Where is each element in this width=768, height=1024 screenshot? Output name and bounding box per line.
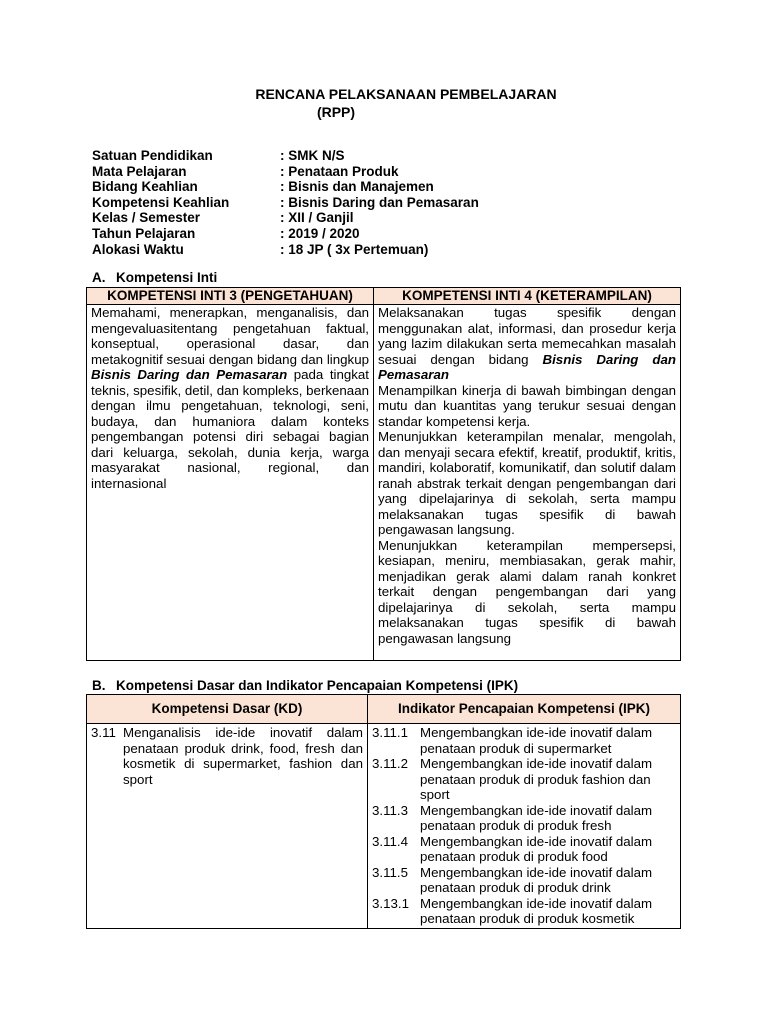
ki4-emphasis: Bisnis Daring dan Pemasaran <box>378 351 676 382</box>
identity-value: : 2019 / 2020 <box>280 225 360 241</box>
identity-value: : Bisnis Daring dan Pemasaran <box>280 194 479 210</box>
ki4-text-part: Melaksanakan tugas spesifik dengan menggunakan alat, informasi, dan prosedur kerja yang lazim dilakukan serta memecahkan masalah sesuai dengan bidang <box>378 305 676 367</box>
ki3-text <box>91 305 369 491</box>
ipk-header: Indikator Pencapaian Kompetensi (IPK) <box>368 695 681 724</box>
identity-label: Kelas / Semester <box>92 210 201 226</box>
identity-value: : XII / Ganjil <box>280 210 354 226</box>
identity-label: Bidang Keahlian <box>92 179 198 195</box>
ki3-cell <box>87 305 374 661</box>
document-title: RENCANA PELAKSANAAN PEMBELAJARAN <box>255 86 557 102</box>
ipk-code: 3.13.1 <box>372 895 409 911</box>
ipk-cell <box>368 724 681 929</box>
identity-table <box>92 148 479 257</box>
identity-row <box>92 210 479 226</box>
identity-label: Mata Pelajaran <box>92 163 187 179</box>
ipk-code: 3.11.4 <box>372 833 408 849</box>
ki4-cell <box>374 305 681 661</box>
identity-row <box>92 179 479 195</box>
identity-row <box>92 242 479 258</box>
identity-value: : SMK N/S <box>280 148 345 163</box>
document-subtitle: (RPP) <box>316 104 356 120</box>
identity-value: : Penataan Produk <box>280 163 399 179</box>
identity-row <box>92 195 479 211</box>
ki3-header: KOMPETENSI INTI 3 (PENGETAHUAN) <box>87 288 374 305</box>
ipk-text: Mengembangkan ide-ide inovatif dalam penataan produk di produk drink <box>420 864 653 895</box>
identity-label: Alokasi Waktu <box>92 241 184 257</box>
section-b-number: B. <box>92 678 106 693</box>
ipk-item <box>372 865 676 896</box>
ipk-text: Mengembangkan ide-ide inovatif dalam penataan produk di produk food <box>420 833 653 864</box>
ipk-text: Mengembangkan ide-ide inovatif dalam penataan produk di supermarket <box>420 725 653 756</box>
ki3-text-part: Memahami, menerapkan, menganalisis, dan mengevaluasitentang pengetahuan faktual, konseptual, operasional dasar, dan metakognitif sesuai dengan bidang dan lingkup <box>91 305 369 367</box>
ki4-paragraph: Menunjukkan keterampilan mempersepsi, kesiapan, meniru, membiasakan, gerak mahir, menjadikan gerak alami dalam ranah konkret terkait dengan pengembangan dari yang dipelajarinya di sekolah, serta mampu melaksanakan tugas spesifik di bawah pengawasan langsung <box>378 537 676 646</box>
kompetensi-inti-table <box>86 287 681 661</box>
ki4-paragraph <box>378 305 676 383</box>
identity-value: : 18 JP ( 3x Pertemuan) <box>280 241 429 257</box>
kompetensi-dasar-table <box>86 694 681 929</box>
ki3-emphasis: Bisnis Daring dan Pemasaran <box>91 367 288 382</box>
ipk-code: 3.11.1 <box>372 725 408 740</box>
ipk-text: Mengembangkan ide-ide inovatif dalam penataan produk di produk fashion dan sport <box>420 756 653 802</box>
ipk-item <box>372 834 676 865</box>
section-a-heading <box>92 270 217 285</box>
ki4-paragraph: Menunjukkan keterampilan menalar, mengolah, dan menyaji secara efektif, kreatif, produktif, kritis, mandiri, kolaboratif, komunikatif, dan solutif dalam ranah abstrak terkait dengan pengembangan dari yang dipelajarinya di sekolah, serta mampu melaksanakan tugas spesifik di bawah pengawasan langsung. <box>378 429 676 537</box>
ki4-header: KOMPETENSI INTI 4 (KETERAMPILAN) <box>374 288 681 305</box>
ipk-text: Mengembangkan ide-ide inovatif dalam penataan produk di produk fresh <box>420 802 653 833</box>
identity-label: Tahun Pelajaran <box>92 225 196 241</box>
ki3-text-part: pada tingkat teknis, spesifik, detil, dan kompleks, berkenaan dengan ilmu pengetahuan, teknologi, seni, budaya, dan humaniora dalam konteks pengembangan potensi diri sebagai bagian dari keluarga, sekolah, dunia kerja, warga masyarakat nasional, regional, dan internasional <box>91 367 369 491</box>
section-b-heading <box>92 678 518 693</box>
ipk-code: 3.11.2 <box>372 756 408 771</box>
ipk-code: 3.11.5 <box>372 864 408 880</box>
identity-label: Satuan Pendidikan <box>92 148 213 163</box>
kd-code: 3.11 <box>91 725 116 740</box>
identity-row <box>92 164 479 180</box>
ipk-item <box>372 756 676 803</box>
ki4-paragraph: Menampilkan kinerja di bawah bimbingan dengan mutu dan kuantitas yang terukur sesuai dengan standar kompetensi kerja. <box>378 382 676 429</box>
identity-label: Kompetensi Keahlian <box>92 194 230 210</box>
kd-header: Kompetensi Dasar (KD) <box>87 695 368 724</box>
identity-row <box>92 226 479 242</box>
kd-cell <box>87 724 368 929</box>
ipk-code: 3.11.3 <box>372 802 408 818</box>
ipk-item <box>372 803 676 834</box>
identity-row <box>92 148 479 164</box>
section-b-title: Kompetensi Dasar dan Indikator Pencapaian Kompetensi (IPK) <box>116 678 519 693</box>
ipk-text: Mengembangkan ide-ide inovatif dalam penataan produk di produk kosmetik <box>420 895 653 926</box>
ipk-item <box>372 896 676 927</box>
identity-value: : Bisnis dan Manajemen <box>280 179 434 195</box>
section-a-title: Kompetensi Inti <box>116 270 218 285</box>
ipk-item <box>372 725 676 756</box>
section-a-number: A. <box>92 270 106 285</box>
kd-item <box>91 725 363 787</box>
kd-text: Menganalisis ide-ide inovatif dalam penataan produk drink, food, fresh dan kosmetik di supermarket, fashion dan sport <box>123 725 363 787</box>
